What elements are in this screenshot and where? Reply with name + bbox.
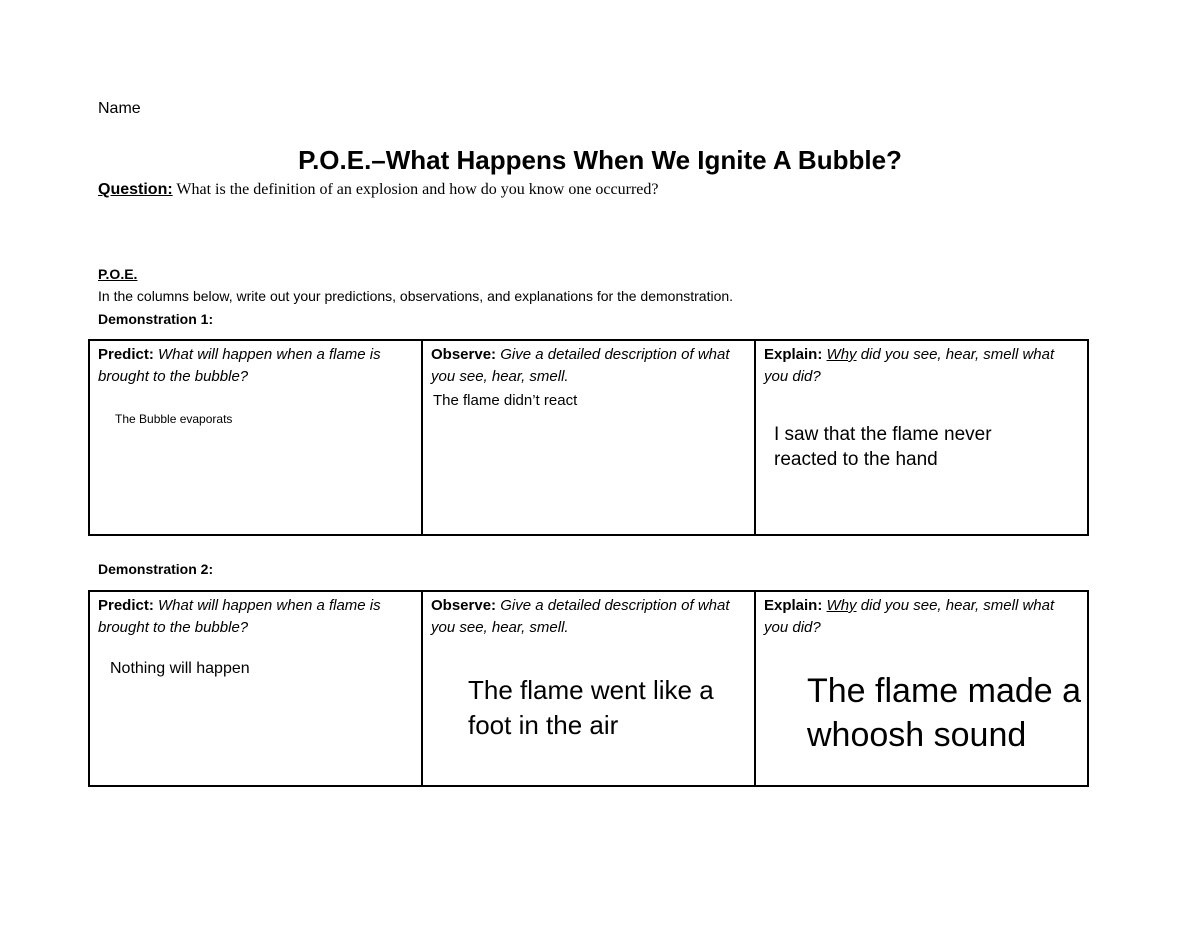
predict-label: Predict: bbox=[98, 597, 154, 614]
question-text: What is the definition of an explosion and how do you know one occurred? bbox=[172, 181, 659, 198]
explain-prompt: did you see, hear, smell what you did? bbox=[764, 346, 1055, 385]
explain-why: Why bbox=[826, 597, 857, 614]
demo1-explain-answer[interactable]: I saw that the flame never reacted to the hand bbox=[774, 424, 992, 470]
demo1-observe-cell bbox=[421, 341, 754, 534]
page-title: P.O.E.–What Happens When We Ignite A Bubble? bbox=[298, 145, 902, 175]
poe-instructions: In the columns below, write out your predictions, observations, and explanations for the demonstration. bbox=[98, 288, 734, 304]
demonstration-1-label: Demonstration 1: bbox=[98, 311, 214, 327]
question-line bbox=[98, 181, 658, 199]
explain-why: Why bbox=[826, 346, 857, 363]
demo1-explain-cell bbox=[754, 341, 1087, 534]
predict-prompt: What will happen when a flame is brought to the bubble? bbox=[98, 597, 381, 636]
predict-prompt: What will happen when a flame is brought to the bubble? bbox=[98, 346, 381, 385]
demo2-predict-answer[interactable]: Nothing will happen bbox=[110, 660, 250, 677]
demonstration-2-table bbox=[88, 590, 1089, 787]
observe-label: Observe: bbox=[431, 346, 497, 363]
demo2-explain-cell bbox=[754, 592, 1087, 785]
question-label: Question: bbox=[98, 181, 173, 198]
observe-prompt: Give a detailed description of what you see, hear, smell. bbox=[431, 346, 730, 385]
explain-label: Explain: bbox=[764, 597, 823, 614]
explain-prompt: did you see, hear, smell what you did? bbox=[764, 597, 1055, 636]
demo2-predict-cell bbox=[90, 592, 421, 785]
demo2-explain-answer[interactable]: The flame made a whoosh sound bbox=[807, 672, 1082, 754]
demo2-observe-cell bbox=[421, 592, 754, 785]
demo1-predict-answer[interactable]: The Bubble evaporats bbox=[115, 412, 233, 426]
observe-label: Observe: bbox=[431, 597, 497, 614]
poe-section-label: P.O.E. bbox=[98, 266, 138, 282]
demo1-predict-cell bbox=[90, 341, 421, 534]
demonstration-1-table bbox=[88, 339, 1089, 536]
observe-prompt: Give a detailed description of what you see, hear, smell. bbox=[431, 597, 730, 636]
predict-label: Predict: bbox=[98, 346, 154, 363]
name-label: Name bbox=[98, 100, 141, 117]
explain-label: Explain: bbox=[764, 346, 823, 363]
demonstration-2-label: Demonstration 2: bbox=[98, 561, 214, 577]
demo1-observe-answer[interactable]: The flame didn’t react bbox=[433, 392, 578, 409]
demo2-observe-answer[interactable]: The flame went like a foot in the air bbox=[468, 675, 714, 740]
